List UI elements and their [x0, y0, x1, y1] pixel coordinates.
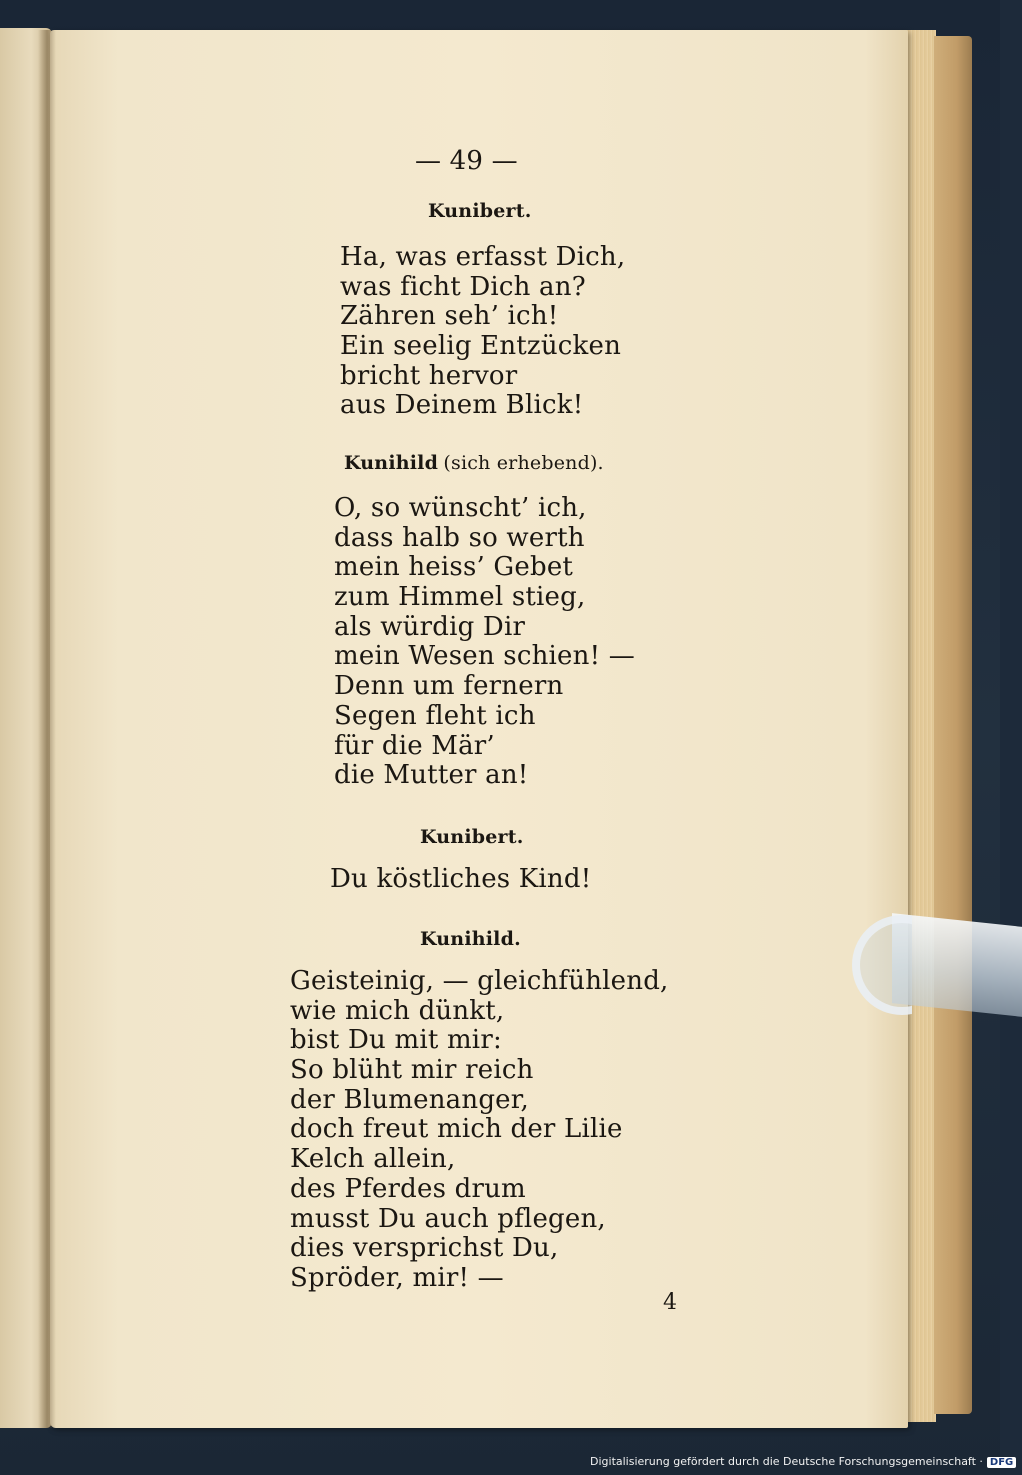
verse-line: dass halb so werth	[334, 522, 585, 553]
verse-line: Denn um fernern	[334, 671, 564, 702]
verse-line: Spröder, mir! —	[290, 1262, 504, 1293]
speaker-name: Kunihild	[344, 452, 439, 474]
verse-block	[290, 967, 669, 1294]
verse-line: mein Wesen schien! —	[334, 641, 635, 672]
speaker-name: Kunibert.	[420, 826, 524, 848]
verse-line: als würdig Dir	[334, 611, 526, 642]
speaker-name: Kunihild.	[420, 928, 521, 950]
verse-line: Ein seelig Entzücken	[340, 331, 622, 362]
verse-line: der Blumenanger,	[290, 1084, 529, 1115]
verse-line: musst Du auch pflegen,	[290, 1203, 606, 1234]
glass-page-weight	[852, 915, 1012, 1025]
verse-line: Zähren seh’ ich!	[340, 301, 559, 332]
page-block-edges	[906, 30, 936, 1422]
verse-line: Geisteinig, — gleichfühlend,	[290, 966, 669, 996]
page-gutter	[38, 30, 56, 1428]
verse-line: mein heiss’ Gebet	[334, 552, 574, 583]
verse-block	[334, 494, 635, 791]
verse-line: die Mutter an!	[334, 760, 529, 791]
speaker-heading	[344, 452, 604, 474]
digitization-credit	[590, 1455, 1016, 1468]
printer-signature: 4	[663, 1290, 678, 1315]
verse-line: doch freut mich der Lilie	[290, 1114, 623, 1145]
verse-block	[330, 865, 591, 895]
verse-line: O, so wünscht’ ich,	[334, 493, 587, 523]
verse-line: zum Himmel stieg,	[334, 582, 586, 613]
dfg-logo: DFG	[987, 1457, 1016, 1468]
verse-line: wie mich dünkt,	[290, 995, 505, 1026]
verse-line: bricht hervor	[340, 360, 518, 391]
credit-text: Digitalisierung gefördert durch die Deutsche Forschungsgemeinschaft ·	[590, 1455, 983, 1468]
verse-line: des Pferdes drum	[290, 1173, 526, 1204]
page-number: — 49 —	[415, 146, 518, 176]
verse-line: für die Mär’	[334, 730, 495, 761]
book-cover-edge	[934, 36, 972, 1414]
verse-line: Du köstliches Kind!	[330, 864, 592, 894]
verse-line: So blüht mir reich	[290, 1055, 534, 1086]
verse-line: dies versprichst Du,	[290, 1233, 559, 1264]
stage-direction: (sich erhebend).	[443, 452, 604, 474]
verse-line: bist Du mit mir:	[290, 1025, 502, 1056]
verse-line: was ficht Dich an?	[340, 271, 586, 302]
speaker-name: Kunibert.	[428, 200, 532, 222]
verse-line: aus Deinem Blick!	[340, 390, 584, 421]
verse-line: Segen fleht ich	[334, 700, 536, 731]
verse-block	[340, 243, 625, 421]
verse-line: Kelch allein,	[290, 1144, 456, 1175]
verse-line: Ha, was erfasst Dich,	[340, 242, 626, 272]
